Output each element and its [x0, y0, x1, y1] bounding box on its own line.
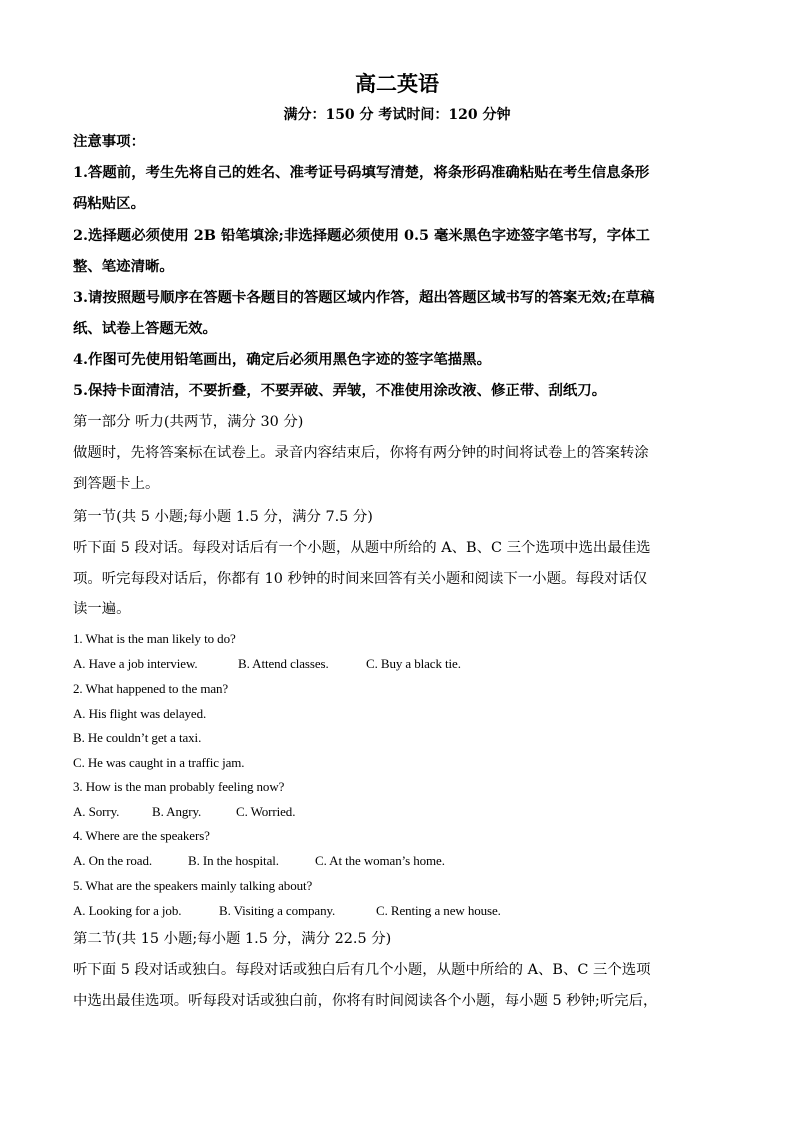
question-options	[73, 655, 461, 673]
notice-item-2-line-2: 整、笔迹清晰。	[73, 258, 174, 275]
notice-item-4: 4.作图可先使用铅笔画出，确定后必须用黑色字迹的签字笔描黑。	[73, 351, 491, 368]
option-c: C. He was caught in a traffic jam.	[73, 755, 245, 770]
notice-item-5: 5.保持卡面清洁，不要折叠，不要弄破、弄皱，不准使用涂改液、修正带、刮纸刀。	[73, 382, 607, 399]
notice-item-1-line-1: 1.答题前，考生先将自己的姓名、准考证号码填写清楚，将条形码准确粘贴在考生信息条形	[73, 164, 650, 181]
option-b: B. He couldn’t get a taxi.	[73, 730, 202, 745]
notice-item-2-line-1: 2.选择题必须使用 2B 铅笔填涂;非选择题必须使用 0.5 毫米黑色字迹签字笔书写，字体工	[73, 227, 650, 244]
option-c: C. Worried.	[236, 804, 296, 819]
section2-intro-line-1: 听下面 5 段对话或独白。每段对话或独白后有几个小题，从题中所给的 A、B、C 三个选项	[73, 962, 651, 978]
option-a: A. Looking for a job.	[73, 903, 182, 918]
notice-heading: 注意事项：	[73, 133, 145, 150]
question-options	[73, 852, 445, 870]
option-a: A. Sorry.	[73, 804, 120, 819]
question-stem: 1. What is the man likely to do?	[73, 631, 236, 646]
exam-info: 满分：150 分 考试时间：120 分钟	[283, 107, 511, 123]
option-a: A. On the road.	[73, 853, 153, 868]
question-stem: 2. What happened to the man?	[73, 681, 229, 696]
option-c: C. At the woman’s home.	[315, 853, 445, 868]
option-b: B. Angry.	[152, 804, 202, 819]
section2-heading: 第二节(共 15 小题;每小题 1.5 分，满分 22.5 分)	[73, 931, 392, 947]
page-title: 高二英语	[355, 71, 439, 96]
question-stem: 4. Where are the speakers?	[73, 828, 210, 843]
option-b: B. In the hospital.	[188, 853, 279, 868]
part1-heading: 第一部分 听力(共两节，满分 30 分)	[73, 414, 304, 430]
section1-intro-line-1: 听下面 5 段对话。每段对话后有一个小题，从题中所给的 A、B、C 三个选项中选出最佳选	[73, 540, 651, 556]
section2-intro-line-2: 中选出最佳选项。听每段对话或独白前，你将有时间阅读各个小题，每小题 5 秒钟;听完后，	[73, 993, 658, 1009]
notice-item-1-line-2: 码粘贴区。	[73, 195, 145, 212]
section1-heading: 第一节(共 5 小题;每小题 1.5 分，满分 7.5 分)	[73, 509, 373, 525]
section1-intro-line-3: 读一遍。	[73, 601, 131, 617]
part1-intro-line-1: 做题时，先将答案标在试卷上。录音内容结束后，你将有两分钟的时间将试卷上的答案转涂	[73, 445, 649, 461]
notice-item-3-line-1: 3.请按照题号顺序在答题卡各题目的答题区域内作答，超出答题区域书写的答案无效;在草稿	[73, 289, 655, 306]
question-options	[73, 902, 501, 920]
option-b: B. Visiting a company.	[219, 903, 336, 918]
question-options	[73, 803, 295, 821]
option-c: C. Buy a black tie.	[366, 656, 461, 671]
option-c: C. Renting a new house.	[376, 903, 501, 918]
part1-intro-line-2: 到答题卡上。	[73, 476, 160, 492]
section1-intro-line-2: 项。听完每段对话后，你都有 10 秒钟的时间来回答有关小题和阅读下一小题。每段对话仅	[73, 571, 648, 587]
option-a: A. His flight was delayed.	[73, 706, 207, 721]
notice-item-3-line-2: 纸、试卷上答题无效。	[73, 320, 217, 337]
question-stem: 3. How is the man probably feeling now?	[73, 779, 285, 794]
option-a: A. Have a job interview.	[73, 656, 198, 671]
option-b: B. Attend classes.	[238, 656, 329, 671]
question-stem: 5. What are the speakers mainly talking about?	[73, 878, 313, 893]
